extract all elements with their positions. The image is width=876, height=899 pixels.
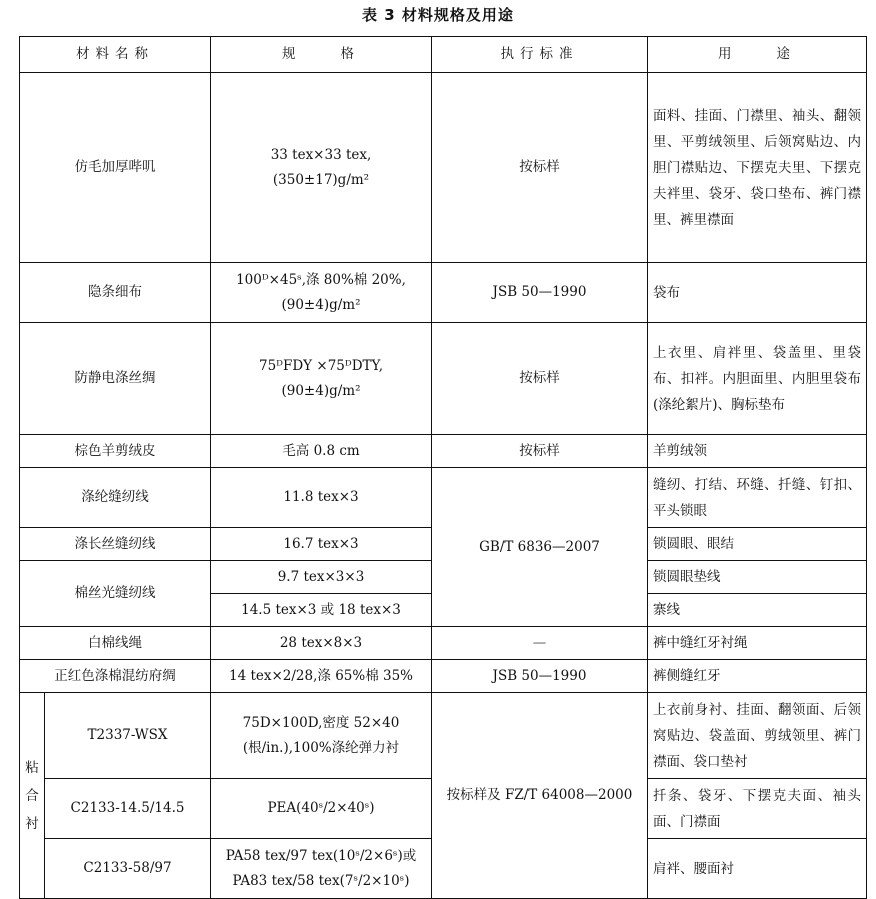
material-use: 扦条、袋牙、下摆克夫面、袖头面、门襟面: [648, 779, 867, 839]
material-spec: [211, 323, 432, 435]
spec-line: (90±4)g/m²: [281, 382, 361, 399]
material-spec: [211, 839, 432, 899]
material-name: 白棉线绳: [20, 627, 211, 660]
material-spec: 11.8 tex×3: [211, 468, 432, 528]
material-spec: 14.5 tex×3 或 18 tex×3: [211, 594, 432, 627]
material-standard: JSB 50—1990: [432, 660, 648, 693]
header-standard: 执行标准: [432, 37, 648, 73]
material-standard: 按标样: [432, 73, 648, 263]
material-use: 锁圆眼、眼结: [648, 528, 867, 561]
spec-line: (90±4)g/m²: [281, 296, 361, 313]
header-spec: 规 格: [211, 37, 432, 73]
table-row: [20, 660, 867, 693]
material-use: 面料、挂面、门襟里、袖头、翻领里、平剪绒领里、后领窝贴边、内胆门襟贴边、下摆克夫里、下摆克夫袢里、袋牙、袋口垫布、裤门襟里、裤里襟面: [648, 73, 867, 263]
spec-line: 100ᴰ×45ˢ,涤 80%棉 20%,: [236, 271, 406, 288]
material-name: C2133-14.5/14.5: [45, 779, 211, 839]
group-label-char: 衬: [25, 815, 39, 832]
material-name: 棕色羊剪绒皮: [20, 435, 211, 468]
spec-line: 33 tex×33 tex,: [270, 146, 372, 163]
material-name: 棉丝光缝纫线: [20, 561, 211, 627]
material-spec-table: [19, 36, 867, 899]
table-row: [20, 323, 867, 435]
material-name: 防静电涤丝绸: [20, 323, 211, 435]
spec-line: (350±17)g/m²: [272, 171, 370, 188]
material-use: 寨线: [648, 594, 867, 627]
material-name: 仿毛加厚哔叽: [20, 73, 211, 263]
material-name: 涤纶缝纫线: [20, 468, 211, 528]
table-row: [20, 627, 867, 660]
material-spec: 28 tex×8×3: [211, 627, 432, 660]
material-spec: 16.7 tex×3: [211, 528, 432, 561]
material-use: 缝纫、打结、环缝、扦缝、钉扣、平头锁眼: [648, 468, 867, 528]
table-row: [20, 468, 867, 528]
material-use: 羊剪绒领: [648, 435, 867, 468]
material-name: C2133-58/97: [45, 839, 211, 899]
material-spec: PEA(40ˢ/2×40ˢ): [211, 779, 432, 839]
table-row: [20, 263, 867, 323]
table-row: [20, 435, 867, 468]
group-label-char: 粘: [25, 759, 39, 776]
spec-line: PA58 tex/97 tex(10ˢ/2×6ˢ)或: [225, 847, 417, 864]
material-name: 涤长丝缝纫线: [20, 528, 211, 561]
material-use: 上衣里、肩袢里、袋盖里、里袋布、扣袢。内胆面里、内胆里袋布(涤纶絮片)、胸标垫布: [648, 323, 867, 435]
material-spec: 9.7 tex×3×3: [211, 561, 432, 594]
material-standard: JSB 50—1990: [432, 263, 648, 323]
material-standard: 按标样: [432, 435, 648, 468]
material-spec: 14 tex×2/28,涤 65%棉 35%: [211, 660, 432, 693]
table-row: [20, 73, 867, 263]
spec-line: 75D×100D,密度 52×40: [242, 714, 400, 731]
material-spec: [211, 693, 432, 779]
material-use: 袋布: [648, 263, 867, 323]
material-spec: [211, 73, 432, 263]
interlining-group-label: [20, 693, 45, 899]
spec-line: PA83 tex/58 tex(7ˢ/2×10ˢ): [232, 872, 410, 889]
material-name: 隐条细布: [20, 263, 211, 323]
material-spec: 毛高 0.8 cm: [211, 435, 432, 468]
interlining-standard: 按标样及 FZ/T 64008—2000: [432, 693, 648, 899]
group-label-char: 合: [25, 787, 39, 804]
table-caption: 表 3 材料规格及用途: [362, 6, 514, 24]
material-name: 正红色涤棉混纺府绸: [20, 660, 211, 693]
spec-line: 75ᴰFDY ×75ᴰDTY,: [259, 357, 383, 374]
material-standard: —: [432, 627, 648, 660]
material-use: 锁圆眼垫线: [648, 561, 867, 594]
material-spec: [211, 263, 432, 323]
header-row: [20, 37, 867, 73]
material-use: 肩袢、腰面衬: [648, 839, 867, 899]
header-use: 用 途: [648, 37, 867, 73]
material-name: T2337-WSX: [45, 693, 211, 779]
material-use: 裤侧缝红牙: [648, 660, 867, 693]
material-use: 上衣前身衬、挂面、翻领面、后领窝贴边、袋盖面、剪绒领里、裤门襟面、袋口垫衬: [648, 693, 867, 779]
header-material-name: 材料名称: [20, 37, 211, 73]
table-row: [20, 693, 867, 779]
thread-standard: GB/T 6836—2007: [432, 468, 648, 627]
spec-line: (根/in.),100%涤纶弹力衬: [242, 739, 400, 756]
material-standard: 按标样: [432, 323, 648, 435]
material-use: 裤中缝红牙衬绳: [648, 627, 867, 660]
